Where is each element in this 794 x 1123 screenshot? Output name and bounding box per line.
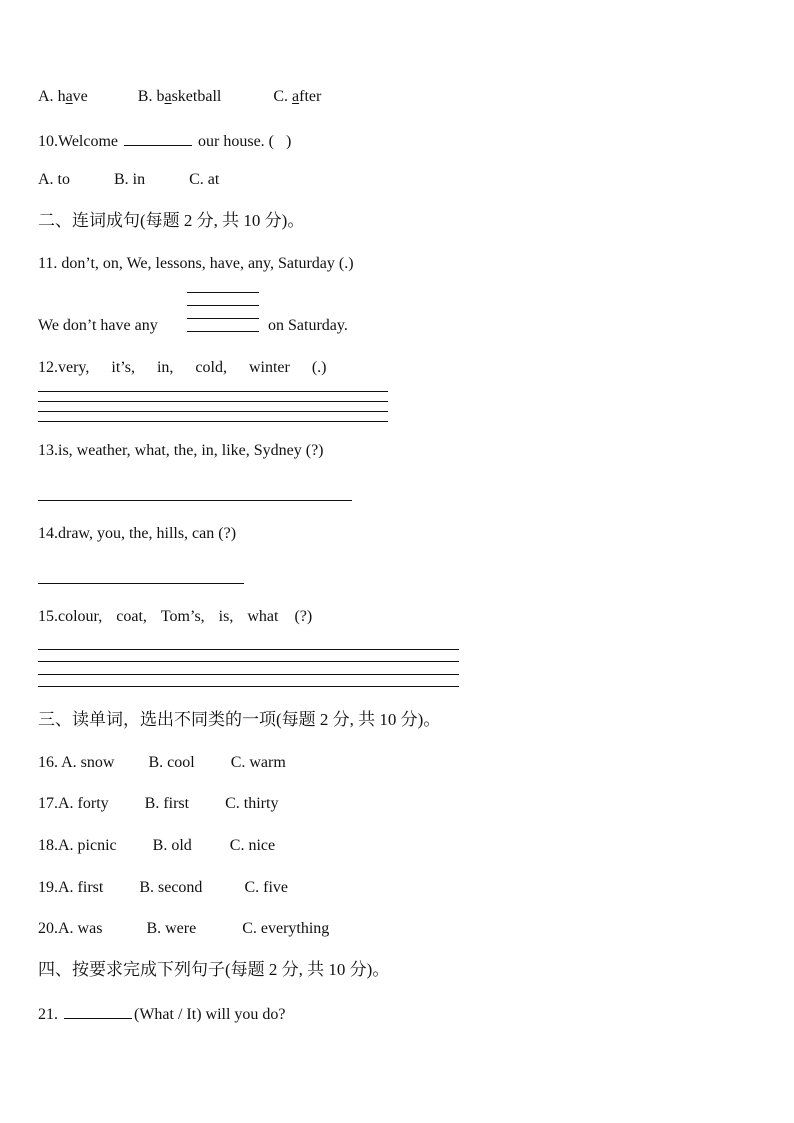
q9-options: [38, 87, 321, 107]
section-3-heading: 三、读单词，选出不同类的一项(每题 2 分, 共 10 分)。: [38, 710, 441, 729]
q11-answer-line-2[interactable]: [187, 305, 259, 306]
q21-blank[interactable]: [64, 1002, 132, 1019]
q11-sentence-start: We don’t have any: [38, 317, 158, 334]
q9-option-b: B. basketball: [137, 88, 222, 105]
q17-row: 17.A. forty B. first C. thirty: [38, 795, 279, 812]
q10-options: A. to B. in C. at: [38, 171, 220, 188]
q13-prompt: 13.is, weather, what, the, in, like, Sydney (?): [38, 442, 324, 459]
q18-row: 18.A. picnic B. old C. nice: [38, 837, 276, 854]
q12-answer-line-4[interactable]: [38, 421, 388, 422]
q11-prompt: 11. don’t, on, We, lessons, have, any, Saturday (.): [38, 255, 354, 272]
q14-prompt: 14.draw, you, the, hills, can (?): [38, 525, 237, 542]
q9-option-c: C. after: [273, 88, 322, 105]
q12-answer-line-1[interactable]: [38, 391, 388, 392]
q19-row: 19.A. first B. second C. five: [38, 879, 288, 896]
q12-answer-line-2[interactable]: [38, 401, 388, 402]
section-4-heading: 四、按要求完成下列句子(每题 2 分, 共 10 分)。: [38, 960, 390, 979]
q12-prompt: 12.very, it’s, in, cold, winter (.): [38, 359, 327, 376]
q9-option-a: A. have: [38, 88, 88, 105]
q21-question: 21. (What / It) will you do?: [38, 1002, 286, 1025]
q20-row: 20.A. was B. were C. everything: [38, 920, 330, 937]
q15-answer-line-1[interactable]: [38, 649, 459, 650]
q11-answer-line-3[interactable]: [187, 318, 259, 319]
q14-answer-line[interactable]: [38, 583, 244, 584]
q13-answer-line[interactable]: [38, 500, 352, 501]
q10-question: 10.Welcome our house. ( ): [38, 129, 291, 152]
q12-answer-line-3[interactable]: [38, 411, 388, 412]
q10-blank[interactable]: [124, 129, 192, 146]
section-2-heading: 二、连词成句(每题 2 分, 共 10 分)。: [38, 211, 305, 230]
q15-answer-line-3[interactable]: [38, 674, 459, 675]
q11-answer-line-4[interactable]: [187, 331, 259, 332]
q16-row: 16. A. snow B. cool C. warm: [38, 754, 286, 771]
q15-answer-line-2[interactable]: [38, 661, 459, 662]
q15-prompt: 15.colour, coat, Tom’s, is, what (?): [38, 608, 313, 625]
q11-sentence-end: on Saturday.: [268, 317, 348, 334]
q15-answer-line-4[interactable]: [38, 686, 459, 687]
q11-answer-line-1[interactable]: [187, 292, 259, 293]
